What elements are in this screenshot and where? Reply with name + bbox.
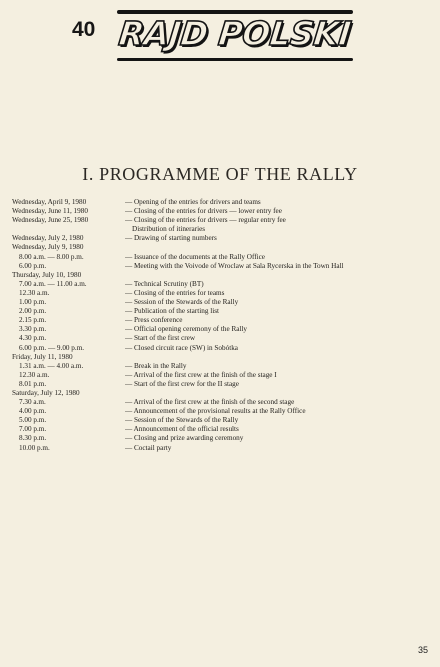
schedule-event: — Closing of the entries for drivers — lower entry fee — [125, 207, 282, 216]
schedule-row — [12, 234, 432, 243]
schedule-row — [12, 389, 432, 398]
schedule-event — [125, 243, 432, 252]
schedule-row — [12, 353, 432, 362]
schedule-row — [12, 253, 432, 262]
schedule-row — [12, 198, 432, 207]
schedule-when: 7.30 a.m. — [19, 398, 46, 407]
schedule-row — [12, 434, 432, 443]
schedule-when: 2.00 p.m. — [19, 307, 47, 316]
schedule-event: — Opening of the entries for drivers and teams — [125, 198, 261, 206]
schedule-event — [125, 353, 432, 362]
schedule-row — [12, 425, 432, 434]
logo-bar-bottom — [117, 58, 353, 61]
schedule-event — [125, 389, 432, 398]
schedule-row — [12, 262, 432, 271]
schedule-row — [12, 380, 432, 389]
schedule-row — [12, 289, 432, 298]
schedule-event: — Closing of the entries for teams — [125, 288, 225, 297]
schedule-event: — Meeting with the Voivode of Wroclaw at Sala Rycerska in the Town Hall — [125, 261, 344, 270]
logo-text: RAJD POLSKI — [116, 14, 353, 53]
schedule-when: Wednesday, July 9, 1980 — [12, 243, 84, 252]
schedule-event: — Announcement of the official results — [125, 425, 239, 434]
schedule-event: — Closing of the entries for drivers — regular entry fee — [125, 216, 286, 225]
schedule-when: Friday, July 11, 1980 — [12, 352, 73, 361]
schedule-row — [12, 416, 432, 425]
schedule-event: — Start of the first crew for the II stage — [125, 379, 239, 388]
schedule-when: 1.00 p.m. — [19, 298, 47, 307]
schedule-row — [12, 344, 432, 353]
schedule-event: — Closed circuit race (SW) in Sobótka — [125, 343, 238, 352]
schedule-row — [12, 325, 432, 334]
schedule-event: — Press conference — [125, 316, 183, 325]
section-title: I. PROGRAMME OF THE RALLY — [82, 164, 358, 184]
schedule-event: — Drawing of starting numbers — [125, 234, 217, 243]
schedule-row — [12, 316, 432, 325]
schedule-when: 7.00 a.m. — 11.00 a.m. — [19, 279, 87, 288]
schedule-event: — Session of the Stewards of the Rally — [125, 298, 239, 307]
schedule-event: Distribution of itineraries — [132, 225, 206, 234]
schedule-when: 4.00 p.m. — [19, 407, 47, 416]
schedule-event: — Arrival of the first crew at the finish of the second stage — [125, 398, 295, 407]
schedule-row — [12, 216, 432, 225]
schedule-when: 10.00 p.m. — [19, 443, 50, 452]
schedule-event: — Arrival of the first crew at the finish of the stage I — [125, 370, 277, 379]
schedule-row — [12, 225, 432, 234]
schedule-when: 2.15 p.m. — [19, 316, 47, 325]
schedule-event: — Coctail party — [125, 443, 172, 452]
schedule-when: Saturday, July 12, 1980 — [12, 388, 80, 397]
schedule-when: 8.00 a.m. — 8.00 p.m. — [19, 252, 84, 261]
schedule-event: — Start of the first crew — [125, 334, 196, 343]
schedule-event: — Session of the Stewards of the Rally — [125, 416, 239, 425]
schedule-row — [12, 334, 432, 343]
schedule-when: 12.30 a.m. — [19, 288, 50, 297]
schedule-when: 8.30 p.m. — [19, 434, 47, 443]
schedule-when: 6.00 p.m. — [19, 261, 47, 270]
schedule-when: 1.31 a.m. — 4.00 a.m. — [19, 361, 84, 370]
schedule-event: — Issuance of the documents at the Rally Office — [125, 252, 265, 261]
schedule-row — [12, 243, 432, 252]
header-page-number: 40 — [72, 18, 96, 41]
schedule-when: 6.00 p.m. — 9.00 p.m. — [19, 343, 85, 352]
schedule-when: 4.30 p.m. — [19, 334, 47, 343]
schedule-when: 3.30 p.m. — [19, 325, 47, 334]
rajd-polski-logo — [113, 8, 361, 66]
schedule-event — [125, 271, 432, 280]
schedule-when: Thursday, July 10, 1980 — [12, 270, 82, 279]
schedule-row — [12, 307, 432, 316]
schedule-when: 5.00 p.m. — [19, 416, 47, 425]
schedule-row — [12, 271, 432, 280]
schedule-event: — Closing and prize awarding ceremony — [125, 434, 244, 443]
schedule-row — [12, 207, 432, 216]
schedule-row — [12, 444, 432, 453]
footer-page-number: 35 — [417, 645, 428, 655]
schedule-when: Wednesday, June 25, 1980 — [12, 216, 89, 225]
programme-schedule — [12, 198, 432, 453]
schedule-when: 12.30 a.m. — [19, 370, 50, 379]
schedule-when: 7.00 p.m. — [19, 425, 47, 434]
schedule-when: Wednesday, June 11, 1980 — [12, 207, 88, 216]
schedule-when: Wednesday, July 2, 1980 — [12, 234, 84, 243]
schedule-row — [12, 407, 432, 416]
schedule-row — [12, 362, 432, 371]
schedule-row — [12, 298, 432, 307]
schedule-event: — Official opening ceremony of the Rally — [125, 325, 248, 334]
schedule-row — [12, 398, 432, 407]
schedule-when: Wednesday, April 9, 1980 — [12, 198, 87, 206]
schedule-event: — Publication of the starting list — [125, 307, 220, 316]
schedule-event: — Break in the Rally — [125, 361, 187, 370]
schedule-event: — Technical Scrutiny (BT) — [125, 279, 204, 288]
schedule-event: — Announcement of the provisional results at the Rally Office — [125, 407, 306, 416]
schedule-row — [12, 280, 432, 289]
schedule-row — [12, 371, 432, 380]
schedule-when — [12, 225, 125, 234]
schedule-when: 8.01 p.m. — [19, 379, 47, 388]
